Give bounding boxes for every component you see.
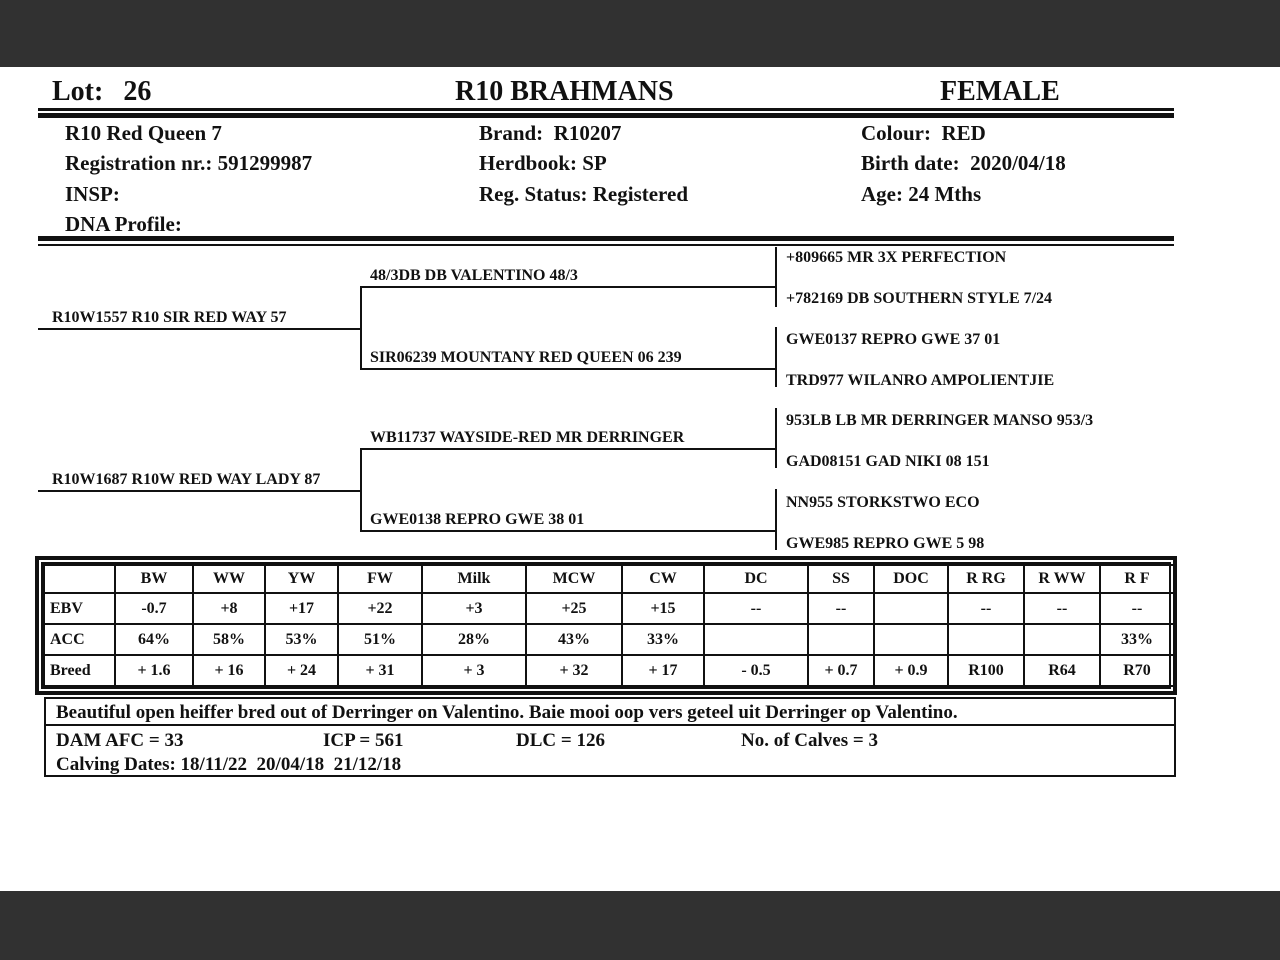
dam-afc-stat: DAM AFC = 33 [56,730,184,751]
breed-cell: + 0.9 [874,655,948,686]
pedigree-sire-sire: 48/3DB DB VALENTINO 48/3 [360,266,775,288]
comment-row [46,699,1174,726]
pedigree-connector-dam-box [360,450,362,532]
pedigree-connector-ggp2 [775,327,777,387]
ebv-cell: -- [704,593,808,624]
info-rule-thick [38,236,1174,241]
ebv-cell: -- [1024,593,1100,624]
reg-status-field: Reg. Status: Registered [479,182,688,206]
breed-cell: R70 [1100,655,1174,686]
ebv-col-header: WW [193,565,265,593]
breed-cell: + 1.6 [115,655,193,686]
ebv-col-header: R WW [1024,565,1100,593]
dna-profile-field: DNA Profile: [65,212,182,236]
acc-cell: 28% [422,624,526,655]
sex-label: FEMALE [940,76,1060,107]
pedigree-connector-ggp4 [775,489,777,550]
acc-cell: 33% [1100,624,1174,655]
acc-cell: 51% [338,624,422,655]
pedigree-connector-sire-box [360,288,362,370]
birth-date-field: Birth date: 2020/04/18 [861,151,1066,175]
ebv-col-header: BW [115,565,193,593]
header-rule-thin [38,108,1174,111]
registration-number: Registration nr.: 591299987 [65,151,313,175]
pedigree-ggp-2: +782169 DB SOUTHERN STYLE 7/24 [786,290,1053,307]
pedigree-ggp-6: GAD08151 GAD NIKI 08 151 [786,453,990,470]
animal-name: R10 Red Queen 7 [65,121,222,145]
ebv-col-header: DOC [874,565,948,593]
lot-heading [52,77,151,107]
acc-cell: 58% [193,624,265,655]
dlc-stat: DLC = 126 [516,730,605,751]
insp-field: INSP: [65,182,120,206]
ebv-cell: -- [948,593,1024,624]
pedigree-connector-ggp1 [775,247,777,307]
breed-cell: R100 [948,655,1024,686]
ebv-table [43,564,1175,687]
breeder-comment: Beautiful open heiffer bred out of Derringer on Valentino. Baie mooi oop vers geteel uit Derringer op Valentino. [56,702,958,723]
ebv-col-header: Milk [422,565,526,593]
pedigree-ggp-4: TRD977 WILANRO AMPOLIENTJIE [786,372,1055,389]
ebv-col-header: SS [808,565,874,593]
acc-cell: 33% [622,624,704,655]
colour-field: Colour: RED [861,121,986,145]
ebv-cell: -0.7 [115,593,193,624]
page-title: R10 BRAHMANS [455,76,674,107]
acc-cell [874,624,948,655]
ebv-col-header: FW [338,565,422,593]
calving-dates: Calving Dates: 18/11/22 20/04/18 21/12/18 [56,754,402,775]
ebv-cell: -- [1100,593,1174,624]
pedigree-dam-sire: WB11737 WAYSIDE-RED MR DERRINGER [360,428,775,450]
pedigree-ggp-1: +809665 MR 3X PERFECTION [786,249,1007,266]
breed-cell: + 3 [422,655,526,686]
ebv-cell [874,593,948,624]
ebv-cell: +3 [422,593,526,624]
lot-label: Lot: [52,76,104,107]
brand-field: Brand: R10207 [479,121,622,145]
ebv-cell: +17 [265,593,338,624]
ebv-cell: +25 [526,593,622,624]
pedigree-connector-ggp3 [775,408,777,468]
ebv-col-header: MCW [526,565,622,593]
acc-cell: 43% [526,624,622,655]
acc-cell [704,624,808,655]
ebv-row-label: Breed [44,655,115,686]
calves-count-stat: No. of Calves = 3 [741,730,878,751]
pedigree-dam-dam: GWE0138 REPRO GWE 38 01 [360,510,775,532]
acc-cell [1024,624,1100,655]
pedigree-ggp-8: GWE985 REPRO GWE 5 98 [786,535,985,552]
pedigree-ggp-5: 953LB LB MR DERRINGER MANSO 953/3 [786,412,1094,429]
ebv-cell: +15 [622,593,704,624]
pedigree-ggp-3: GWE0137 REPRO GWE 37 01 [786,331,1001,348]
ebv-row-label: ACC [44,624,115,655]
breed-cell: + 32 [526,655,622,686]
ebv-row-label: EBV [44,593,115,624]
breed-cell: + 17 [622,655,704,686]
ebv-cell: +8 [193,593,265,624]
ebv-cell: -- [808,593,874,624]
breed-cell: + 31 [338,655,422,686]
ebv-col-header [44,565,115,593]
info-rule-thin [38,244,1174,246]
acc-cell: 64% [115,624,193,655]
ebv-row [44,593,1174,624]
acc-cell [808,624,874,655]
ebv-col-header: R RG [948,565,1024,593]
lot-number: 26 [123,76,152,107]
ebv-col-header: DC [704,565,808,593]
pedigree-sire-dam: SIR06239 MOUNTANY RED QUEEN 06 239 [360,348,775,370]
ebv-col-header: YW [265,565,338,593]
ebv-col-header: CW [622,565,704,593]
pedigree-sire: R10W1557 R10 SIR RED WAY 57 [38,308,360,330]
ebv-cell: +22 [338,593,422,624]
viewer-top-bar [0,0,1280,67]
pedigree-dam: R10W1687 R10W RED WAY LADY 87 [38,470,360,492]
ebv-header-row [44,565,1174,593]
breed-cell: + 0.7 [808,655,874,686]
breed-cell: + 16 [193,655,265,686]
age-field: Age: 24 Mths [861,182,982,206]
acc-cell: 53% [265,624,338,655]
icp-stat: ICP = 561 [323,730,404,751]
breed-row [44,655,1174,686]
breed-cell: - 0.5 [704,655,808,686]
herdbook-field: Herdbook: SP [479,151,607,175]
acc-cell [948,624,1024,655]
acc-row [44,624,1174,655]
ebv-table-frame [35,556,1177,695]
header-rule-thick [38,113,1174,118]
viewer-bottom-bar [0,891,1280,960]
notes-box [44,697,1176,777]
breed-cell: R64 [1024,655,1100,686]
pedigree-ggp-7: NN955 STORKSTWO ECO [786,494,980,511]
ebv-col-header: R F [1100,565,1174,593]
breed-cell: + 24 [265,655,338,686]
